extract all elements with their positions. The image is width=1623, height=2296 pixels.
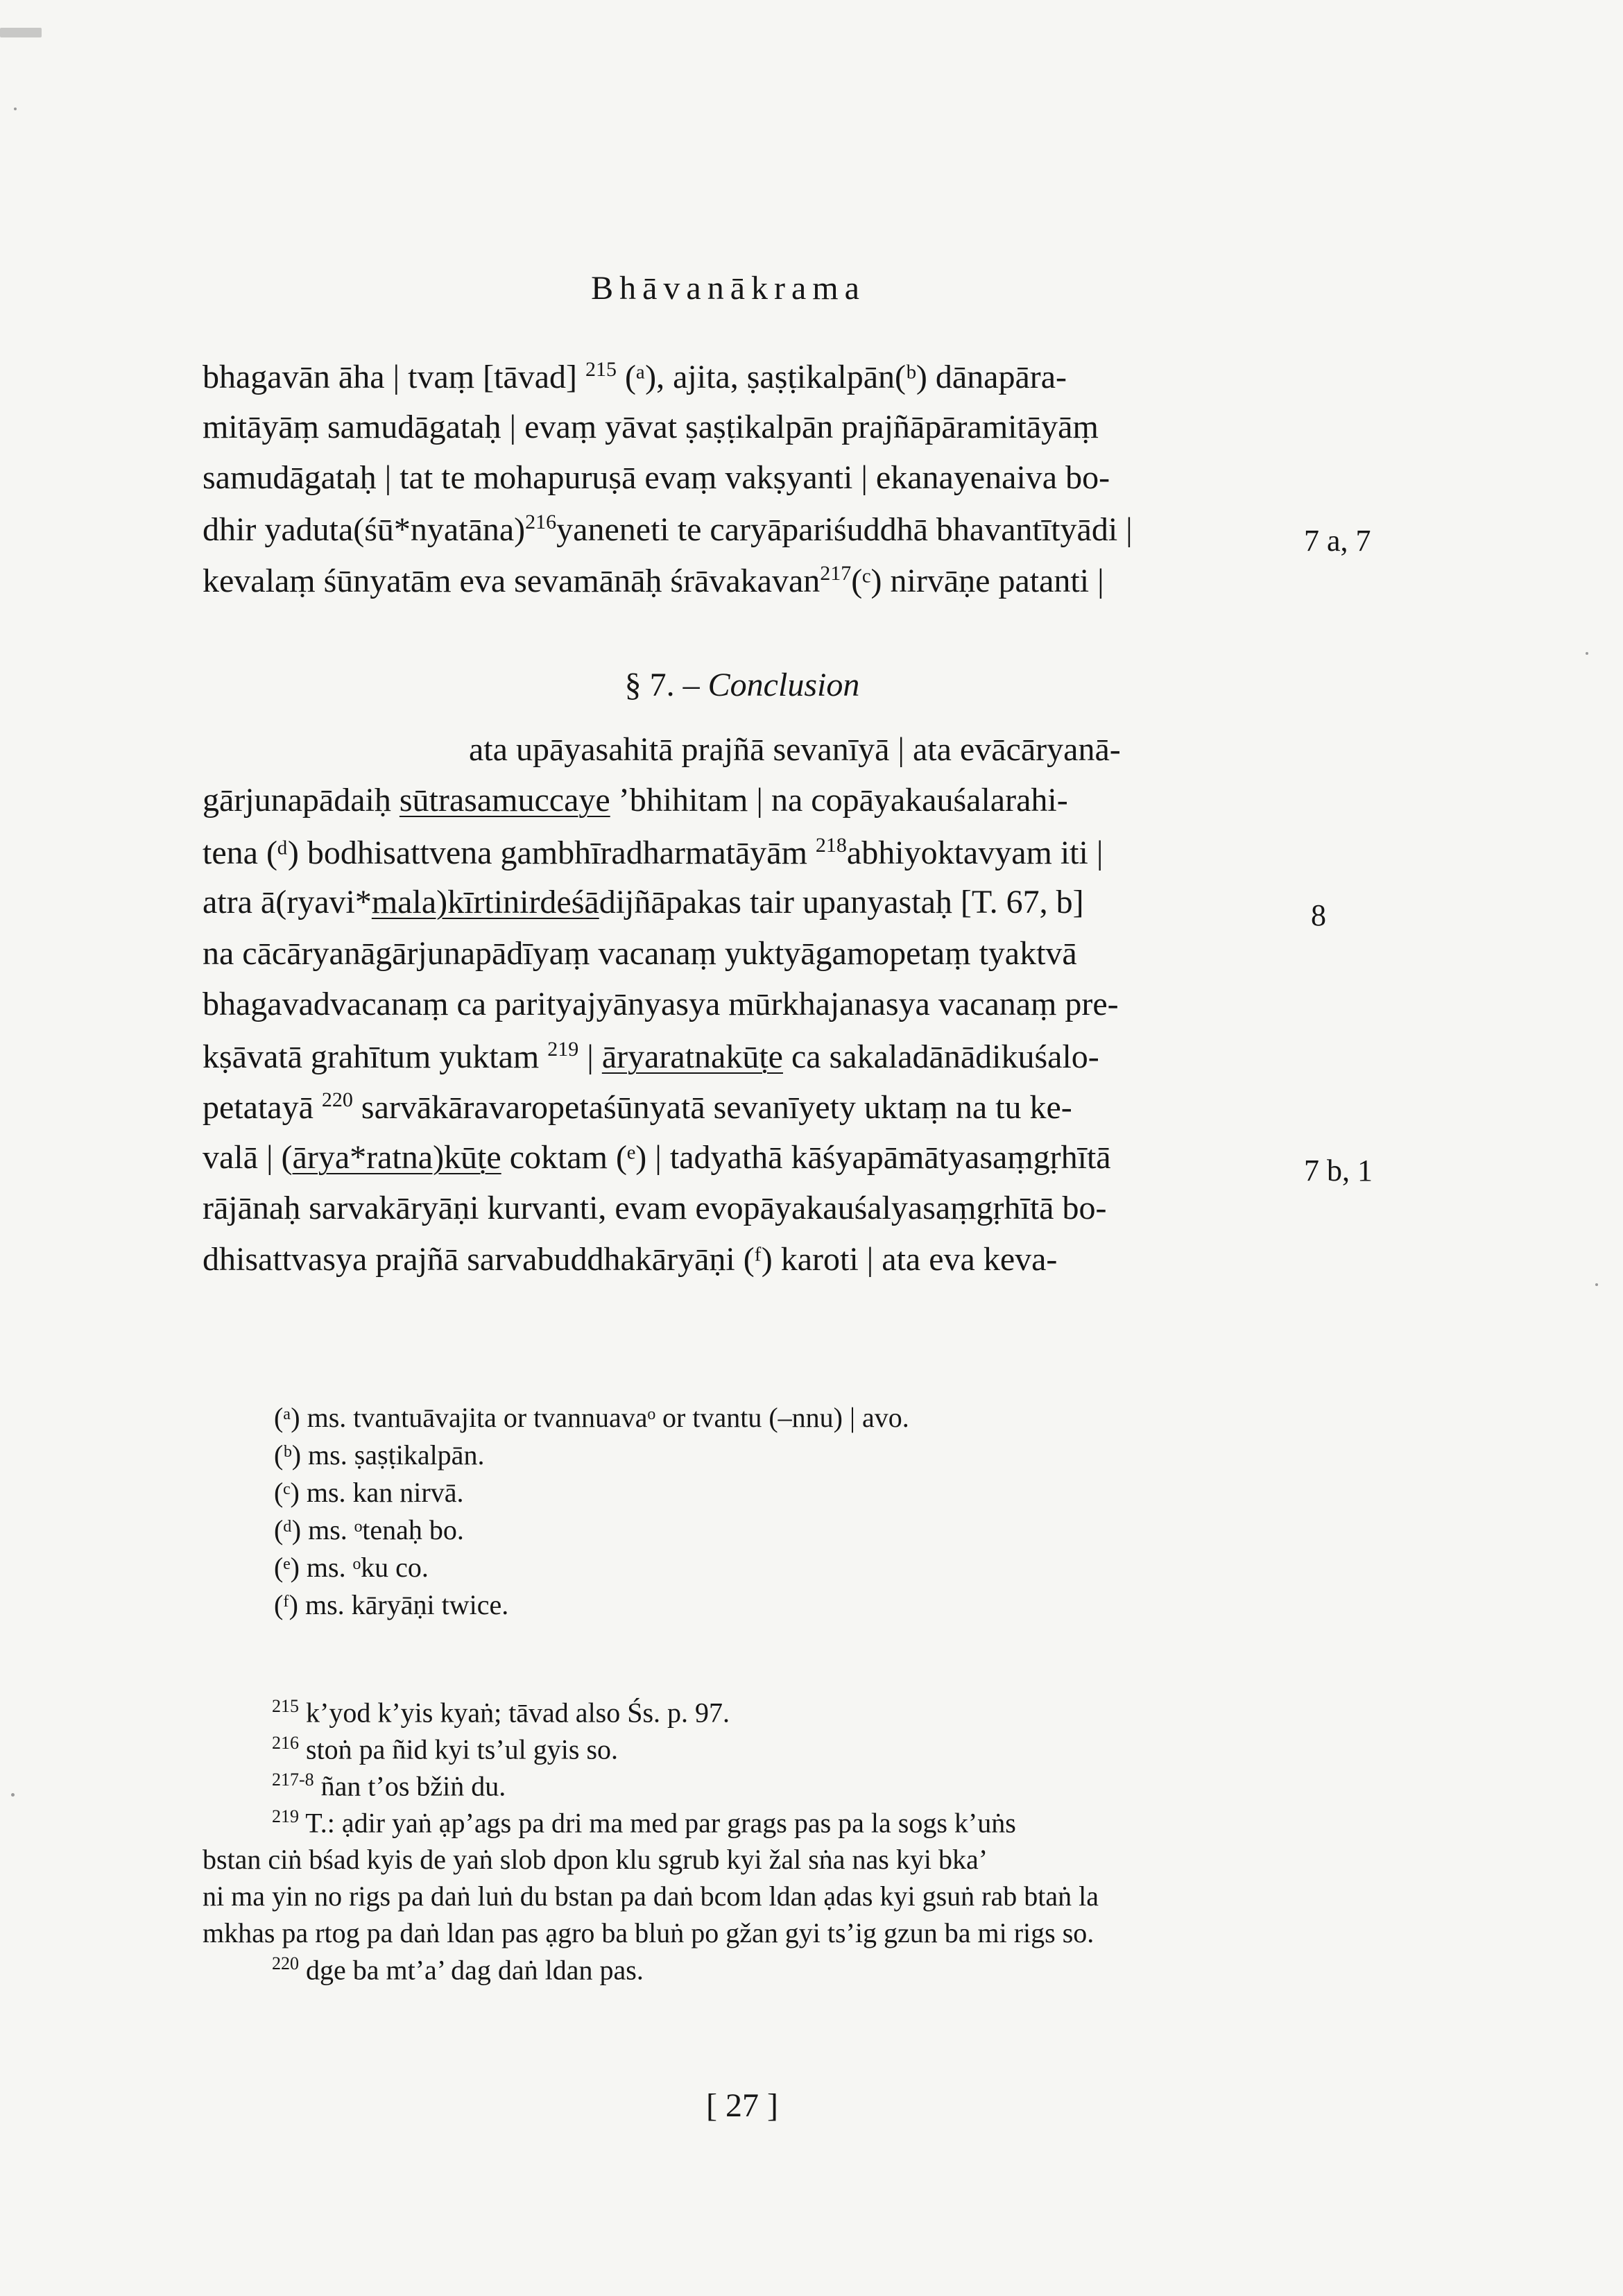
underlined-title: ārya*ratna)kūṭe <box>292 1139 501 1176</box>
scan-speck <box>1595 1283 1598 1286</box>
tib-note: ni ma yin no rigs pa daṅ luṅ du bstan pa daṅ bcom ldan ạdas kyi gsuṅ rab btaṅ la <box>203 1881 1099 1912</box>
text-line: kevalaṃ śūnyatām eva sevamānāḥ śrāvakavan$^{217}$(ᶜ) nirvāṇe patanti | <box>203 562 1104 599</box>
margin-ref: 7 a, 7 <box>1304 524 1371 558</box>
text-line: kṣāvatā grahītum yuktam $^{219}$ | āryaratnakūṭe ca sakaladānādikuśalo- <box>203 1038 1099 1075</box>
tib-note: $^{220}$ dge ba mt’a’ dag daṅ ldan pas. <box>272 1953 644 1986</box>
margin-ref: 8 <box>1311 898 1326 932</box>
note-ref: 220 <box>321 1088 353 1111</box>
text-line: petatayā $^{220}$ sarvākāravaropetaśūnyatā sevanīyety uktaṃ na tu ke- <box>203 1088 1072 1126</box>
ms-note: (ᶜ) ms. kan nirvā. <box>274 1477 464 1508</box>
ms-note: (ᵃ) ms. tvantuāvajita or tvannuavaᵒ or tvantu (–nnu) | avo. <box>274 1402 909 1433</box>
text-line: samudāgataḥ | tat te mohapuruṣā evaṃ vakṣyanti | ekanayenaiva bo- <box>203 459 1110 496</box>
ms-note: (ᵈ) ms. ᵒtenaḥ bo. <box>274 1514 464 1545</box>
text-line: na cācāryanāgārjunapādīyaṃ vacanaṃ yuktyāgamopetaṃ tyaktvā <box>203 935 1077 972</box>
scan-speck <box>1586 652 1588 655</box>
text-line: bhagavān āha | tvaṃ [tāvad] $^{215}$ (ᵃ), ajita, ṣaṣṭikalpān(ᵇ) dānapāra- <box>203 358 1067 395</box>
tib-note: $^{219}$ T.: ạdir yaṅ ạp’ags pa dri ma med par grags pas pa la sogs k’uṅs <box>272 1806 1016 1839</box>
note-ref: 218 <box>815 834 847 857</box>
page-number: [ 27 ] <box>706 2087 778 2124</box>
note-ref: 217 <box>820 562 852 585</box>
running-head: Bhāvanākrama <box>591 270 866 307</box>
ms-note: (ᵇ) ms. ṣaṣṭikalpān. <box>274 1439 485 1471</box>
scan-speck <box>11 1793 15 1797</box>
ms-note: (ᶠ) ms. kāryāṇi twice. <box>274 1589 509 1620</box>
text-line: bhagavadvacanaṃ ca parityajyānyasya mūrkhajanasya vacanaṃ pre- <box>203 986 1119 1022</box>
scan-speck <box>0 28 42 37</box>
tib-note: $^{215}$ k’yod k’yis kyaṅ; tāvad also Śs. p. 97. <box>272 1696 730 1729</box>
margin-ref: 7 b, 1 <box>1304 1154 1373 1188</box>
underlined-title: sūtrasamuccaye <box>399 782 610 819</box>
scan-speck <box>14 108 17 110</box>
ms-note: (ᵉ) ms. ᵒku co. <box>274 1552 429 1583</box>
note-ref: 215 <box>585 358 617 381</box>
text-line: gārjunapādaiḥ sūtrasamuccaye ’bhihitam | na copāyakauśalarahi- <box>203 782 1068 819</box>
text-line: mitāyāṃ samudāgataḥ | evaṃ yāvat ṣaṣṭikalpān prajñāpāramitāyāṃ <box>203 409 1099 445</box>
tib-note: $^{216}$ stoṅ pa ñid kyi ts’ul gyis so. <box>272 1733 619 1765</box>
text-line: ata upāyasahitā prajñā sevanīyā | ata evācāryanā- <box>469 731 1121 768</box>
note-ref: 216 <box>525 511 557 533</box>
text-line: atra ā(ryavi*mala)kīrtinirdeśādijñāpakas tair upanyastaḥ [T. 67, b] <box>203 884 1084 920</box>
text-line: rājānaḥ sarvakāryāṇi kurvanti, evam evopāyakauśalyasaṃgṛhītā bo- <box>203 1190 1107 1226</box>
section-heading: § 7. – Conclusion <box>624 667 860 703</box>
tib-note: bstan ciṅ bśad kyis de yaṅ slob dpon klu sgrub kyi žal sṅa nas kyi bka’ <box>203 1844 988 1875</box>
text-line: dhisattvasya prajñā sarvabuddhakāryāṇi (ᶠ) karoti | ata eva keva- <box>203 1241 1058 1278</box>
tib-note: mkhas pa rtog pa daṅ ldan pas ạgro ba bluṅ po gžan gyi ts’ig gzun ba mi rigs so. <box>203 1917 1094 1948</box>
text-line: dhir yaduta(śū*nyatāna)$^{216}$yaneneti te caryāpariśuddhā bhavantītyādi | <box>203 511 1133 548</box>
underlined-title: mala)kīrtinirdeśā <box>371 884 599 920</box>
text-line: tena (ᵈ) bodhisattvena gambhīradharmatāyām $^{218}$abhiyoktavyam iti | <box>203 834 1104 871</box>
note-ref: 219 <box>547 1038 579 1061</box>
underlined-title: āryaratnakūṭe <box>601 1038 783 1075</box>
tib-note: $^{217-8}$ ñan t’os bžiṅ du. <box>272 1770 506 1802</box>
text-line: valā | (ārya*ratna)kūṭe coktam (ᵉ) | tadyathā kāśyapāmātyasaṃgṛhītā <box>203 1139 1111 1176</box>
